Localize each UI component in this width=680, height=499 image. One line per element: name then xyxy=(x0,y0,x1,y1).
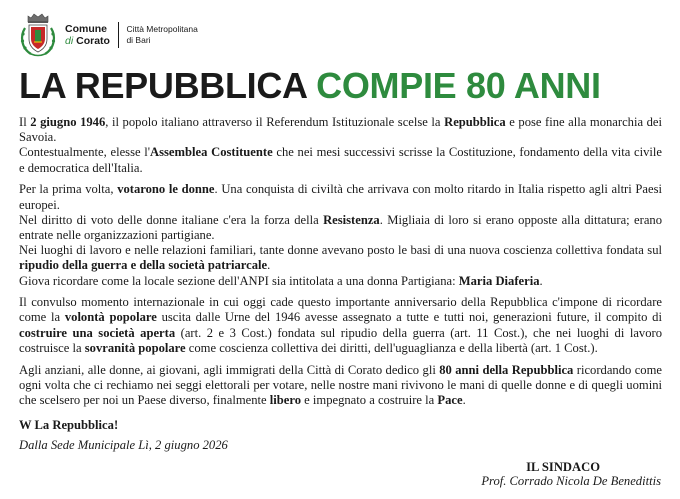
emphasis: libero xyxy=(269,392,302,407)
paragraph-7 xyxy=(19,295,662,356)
text: . xyxy=(267,258,271,273)
comune-name: Corato xyxy=(76,35,110,47)
paragraph-4 xyxy=(19,213,662,243)
text: che nei mesi successivi scrisse la Costituzione, fondamento della vita civile e democratica dell'Italia. xyxy=(19,145,662,175)
text: Nei luoghi di lavoro e nelle relazioni familiari, tante donne avevano posto le basi di una nuova coscienza collettiva fondata sul xyxy=(19,243,662,258)
closing-exclamation: W La Repubblica! xyxy=(19,418,119,432)
emphasis: Pace xyxy=(437,392,463,407)
text: come coscienza collettiva dei diritti, dell'uguaglianza e della libertà (art. 1 Cost.). xyxy=(185,340,598,355)
text: Per la prima volta, xyxy=(19,182,118,197)
text: Il convulso momento internazionale in cui oggi cade questo importante anniversario della Repubblica c'impone di ricordare come la xyxy=(19,295,662,325)
emphasis: 80 anni della Repubblica xyxy=(439,362,574,377)
letter-body xyxy=(19,115,662,408)
emphasis: Assemblea Costituente xyxy=(150,145,273,160)
header-divider xyxy=(118,22,120,48)
paragraph-1 xyxy=(19,115,662,145)
signature-name: Prof. Corrado Nicola De Benedittis xyxy=(481,474,661,488)
text: (art. 2 e 3 Cost.) fondata sul ripudio della guerra (art. 11 Cost.), che nei luoghi di lavoro costruisce la xyxy=(19,325,662,355)
comune-name-line xyxy=(65,35,110,47)
text: uscita dalle Urne del 1946 avesse assegnato a tutte e tutti noi, generazioni future, il compito di xyxy=(156,310,662,325)
text: Nel diritto di voto delle donne italiane c'era la forza della xyxy=(19,212,324,227)
emphasis: ripudio della guerra e della società patriarcale xyxy=(19,258,268,273)
text: Contestualmente, elesse l' xyxy=(19,145,151,160)
emphasis: volontà popolare xyxy=(64,310,157,325)
comune-di: di xyxy=(65,35,74,47)
paragraph-5 xyxy=(19,243,662,273)
paragraph-8 xyxy=(19,363,662,409)
text: . Migliaia di loro si erano opposte alla dittatura; erano entrate nelle organizzazioni partigiane. xyxy=(19,212,662,242)
emphasis: costruire una società aperta xyxy=(19,325,176,340)
metro-line2: di Bari xyxy=(126,35,151,45)
comune-name-block xyxy=(65,23,110,47)
text: Agli anziani, alle donne, ai giovani, agli immigrati della Città di Corato dedico gli xyxy=(19,362,440,377)
emphasis: Repubblica xyxy=(444,115,506,129)
paragraph-6 xyxy=(19,274,662,289)
emphasis: Resistenza xyxy=(323,212,380,227)
dateline: Dalla Sede Municipale Lì, 2 giugno 2026 xyxy=(19,438,228,452)
paragraph-2 xyxy=(19,145,662,175)
paragraph-3 xyxy=(19,182,662,212)
emphasis: 2 giugno 1946 xyxy=(30,115,106,129)
emphasis: Maria Diaferia xyxy=(458,273,540,288)
metro-line1: Città Metropolitana xyxy=(126,24,198,34)
title-part1: LA REPUBBLICA xyxy=(19,65,307,106)
header xyxy=(19,12,198,58)
text: ricordando come ogni volta che ci rechiamo nei seggi elettorali per votare, nelle nostre mani rivivono le mani di quelle donne e di quegli uomini che scelsero per noi un Paese diverso, finalmente xyxy=(19,362,662,407)
text: . Una conquista di civiltà che arrivava con molto ritardo in Italia rispetto agli altri Paesi europei. xyxy=(19,182,662,212)
metro-city-block xyxy=(126,24,197,46)
emphasis: votarono le donne xyxy=(117,182,215,197)
text: Giova ricordare come la locale sezione dell'ANPI sia intitolata a una donna Partigiana: xyxy=(19,273,459,288)
text: e pose fine alla monarchia dei Savoia. xyxy=(19,115,663,145)
signature-title: IL SINDACO xyxy=(526,460,600,474)
title-part2: COMPIE 80 ANNI xyxy=(316,65,601,106)
text: e impegnato a costruire la xyxy=(301,392,438,407)
coat-of-arms-icon xyxy=(19,12,57,58)
comune-label: Comune xyxy=(65,23,107,35)
text: Il xyxy=(19,115,31,129)
text: , il popolo italiano attraverso il Referendum Istituzionale scelse la xyxy=(105,115,445,129)
text: . xyxy=(539,273,543,288)
text: . xyxy=(462,392,466,407)
page-title xyxy=(19,66,601,106)
emphasis: sovranità popolare xyxy=(84,340,186,355)
